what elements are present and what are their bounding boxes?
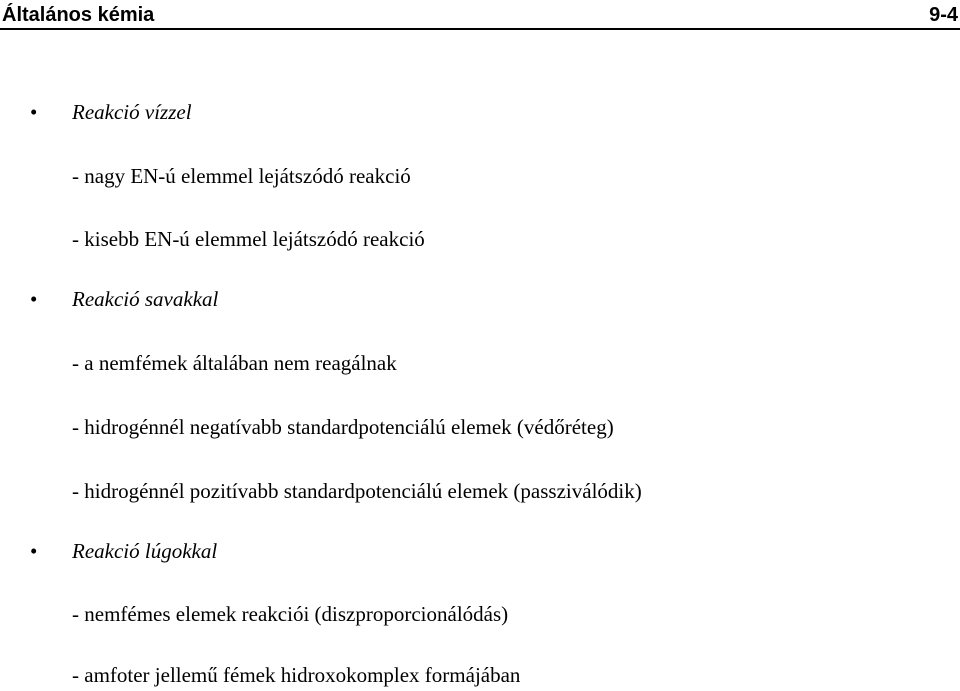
list-item: - a nemfémek általában nem reagálnak bbox=[72, 351, 397, 375]
section-title-water: Reakció vízzel bbox=[72, 100, 192, 124]
bullet-icon: • bbox=[30, 287, 38, 311]
page-header bbox=[0, 0, 960, 30]
list-item: - nagy EN-ú elemmel lejátszódó reakció bbox=[72, 164, 411, 188]
list-item: - kisebb EN-ú elemmel lejátszódó reakció bbox=[72, 227, 425, 251]
list-item: - amfoter jellemű fémek hidroxokomplex formájában bbox=[72, 663, 521, 687]
section-title-bases: Reakció lúgokkal bbox=[72, 539, 218, 563]
header-title: Általános kémia bbox=[2, 4, 155, 26]
bullet-icon: • bbox=[30, 539, 38, 563]
list-item: - hidrogénnél pozitívabb standardpotenciálú elemek (passziválódik) bbox=[72, 479, 642, 503]
page-number: 9-4 bbox=[929, 4, 958, 26]
list-item: - hidrogénnél negatívabb standardpotenciálú elemek (védőréteg) bbox=[72, 415, 614, 439]
bullet-icon: • bbox=[30, 100, 38, 124]
list-item: - nemfémes elemek reakciói (diszproporcionálódás) bbox=[72, 602, 509, 626]
section-title-acids: Reakció savakkal bbox=[72, 287, 219, 311]
